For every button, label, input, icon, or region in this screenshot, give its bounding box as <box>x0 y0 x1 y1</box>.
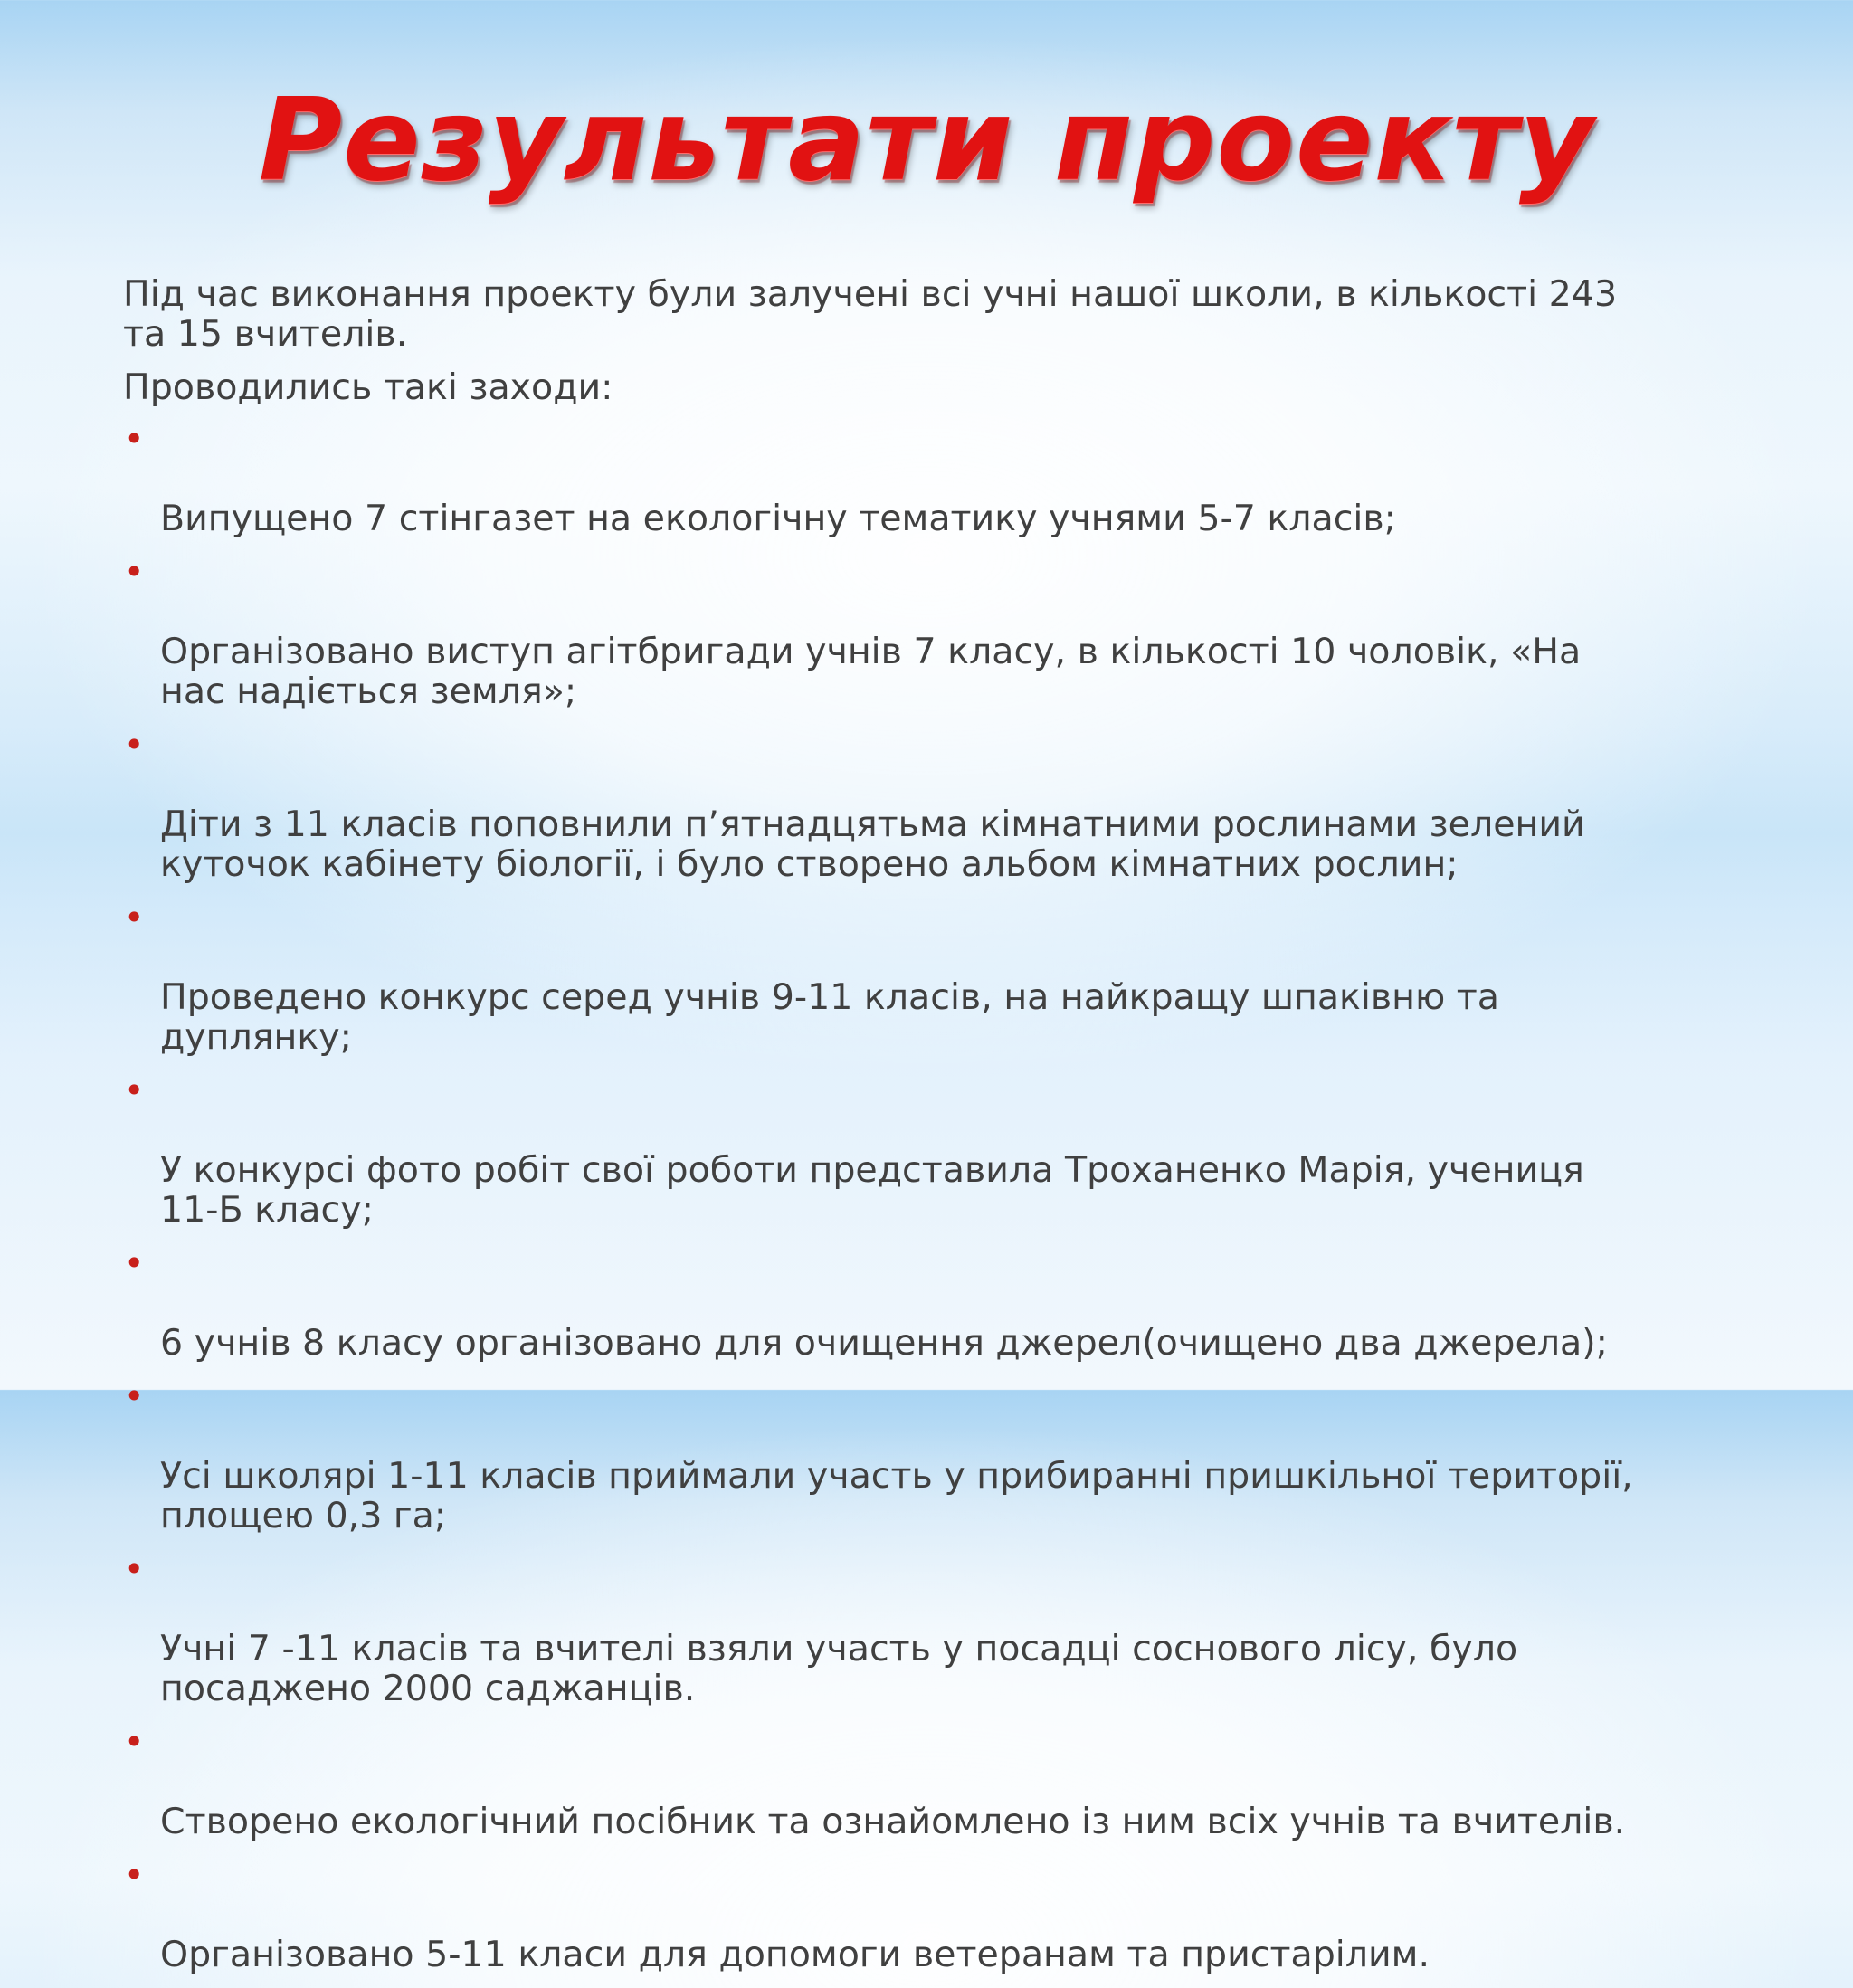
slide-title: Результати проекту <box>258 73 1595 206</box>
bullet-item <box>123 1855 1661 1974</box>
bullet-dot-icon: • <box>124 898 145 937</box>
bullet-item <box>123 1243 1661 1363</box>
intro-paragraph: Під час виконання проекту були залучені всі учні нашої школи, в кількості 243 та 15 вчителів. <box>123 273 1618 355</box>
bullet-item <box>123 1722 1661 1841</box>
bullet-text: Організовано виступ агітбригади учнів 7 класу, в кількості 10 чоловік, «На нас надіється земля»; <box>160 631 1582 712</box>
bullet-text: Діти з 11 класів поповнили п’ятнадцятьма кімнатними рослинами зелений куточок кабінету біології, і було створено альбом кімнатних рослин; <box>160 804 1585 885</box>
bullet-dot-icon: • <box>124 1070 145 1110</box>
bullet-dot-icon: • <box>124 1549 145 1589</box>
bullet-item <box>123 725 1661 884</box>
bullet-item <box>123 1070 1661 1230</box>
bullet-item <box>123 1376 1661 1536</box>
bullet-list <box>123 419 1661 1974</box>
bullet-dot-icon: • <box>124 1376 145 1416</box>
bullet-dot-icon: • <box>124 419 145 459</box>
bullet-text: Усі школярі 1-11 класів приймали участь у прибиранні пришкільної території, площею 0,3 га; <box>160 1455 1633 1536</box>
bullet-item <box>123 552 1661 711</box>
bullet-dot-icon: • <box>124 1722 145 1762</box>
bullet-text: У конкурсі фото робіт свої роботи представила Троханенко Марія, учениця 11-Б класу; <box>160 1149 1584 1231</box>
bullet-dot-icon: • <box>124 1855 145 1895</box>
bullet-text: 6 учнів 8 класу організовано для очищення джерел(очищено два джерела); <box>160 1322 1608 1364</box>
bullet-item <box>123 419 1661 538</box>
bullet-item <box>123 1549 1661 1708</box>
bullet-text: Проведено конкурс серед учнів 9-11 класів, на найкращу шпаківню та дуплянку; <box>160 976 1500 1058</box>
bullet-item <box>123 898 1661 1057</box>
slide-content <box>123 274 1661 1988</box>
bullet-dot-icon: • <box>124 725 145 765</box>
bullet-text: Учні 7 -11 класів та вчителі взяли участь у посадці соснового лісу, було посаджено 2000 саджанців. <box>160 1628 1518 1709</box>
bullet-dot-icon: • <box>124 552 145 592</box>
bullet-text: Створено екологічний посібник та ознайомлено із ним всіх учнів та вчителів. <box>160 1801 1626 1842</box>
bullet-text: Випущено 7 стінгазет на екологічну тематику учнями 5-7 класів; <box>160 498 1396 539</box>
bullet-dot-icon: • <box>124 1243 145 1283</box>
lead-paragraph: Проводились такі заходи: <box>123 366 613 408</box>
bullet-text: Організовано 5-11 класи для допомоги ветеранам та пристарілим. <box>160 1934 1430 1975</box>
